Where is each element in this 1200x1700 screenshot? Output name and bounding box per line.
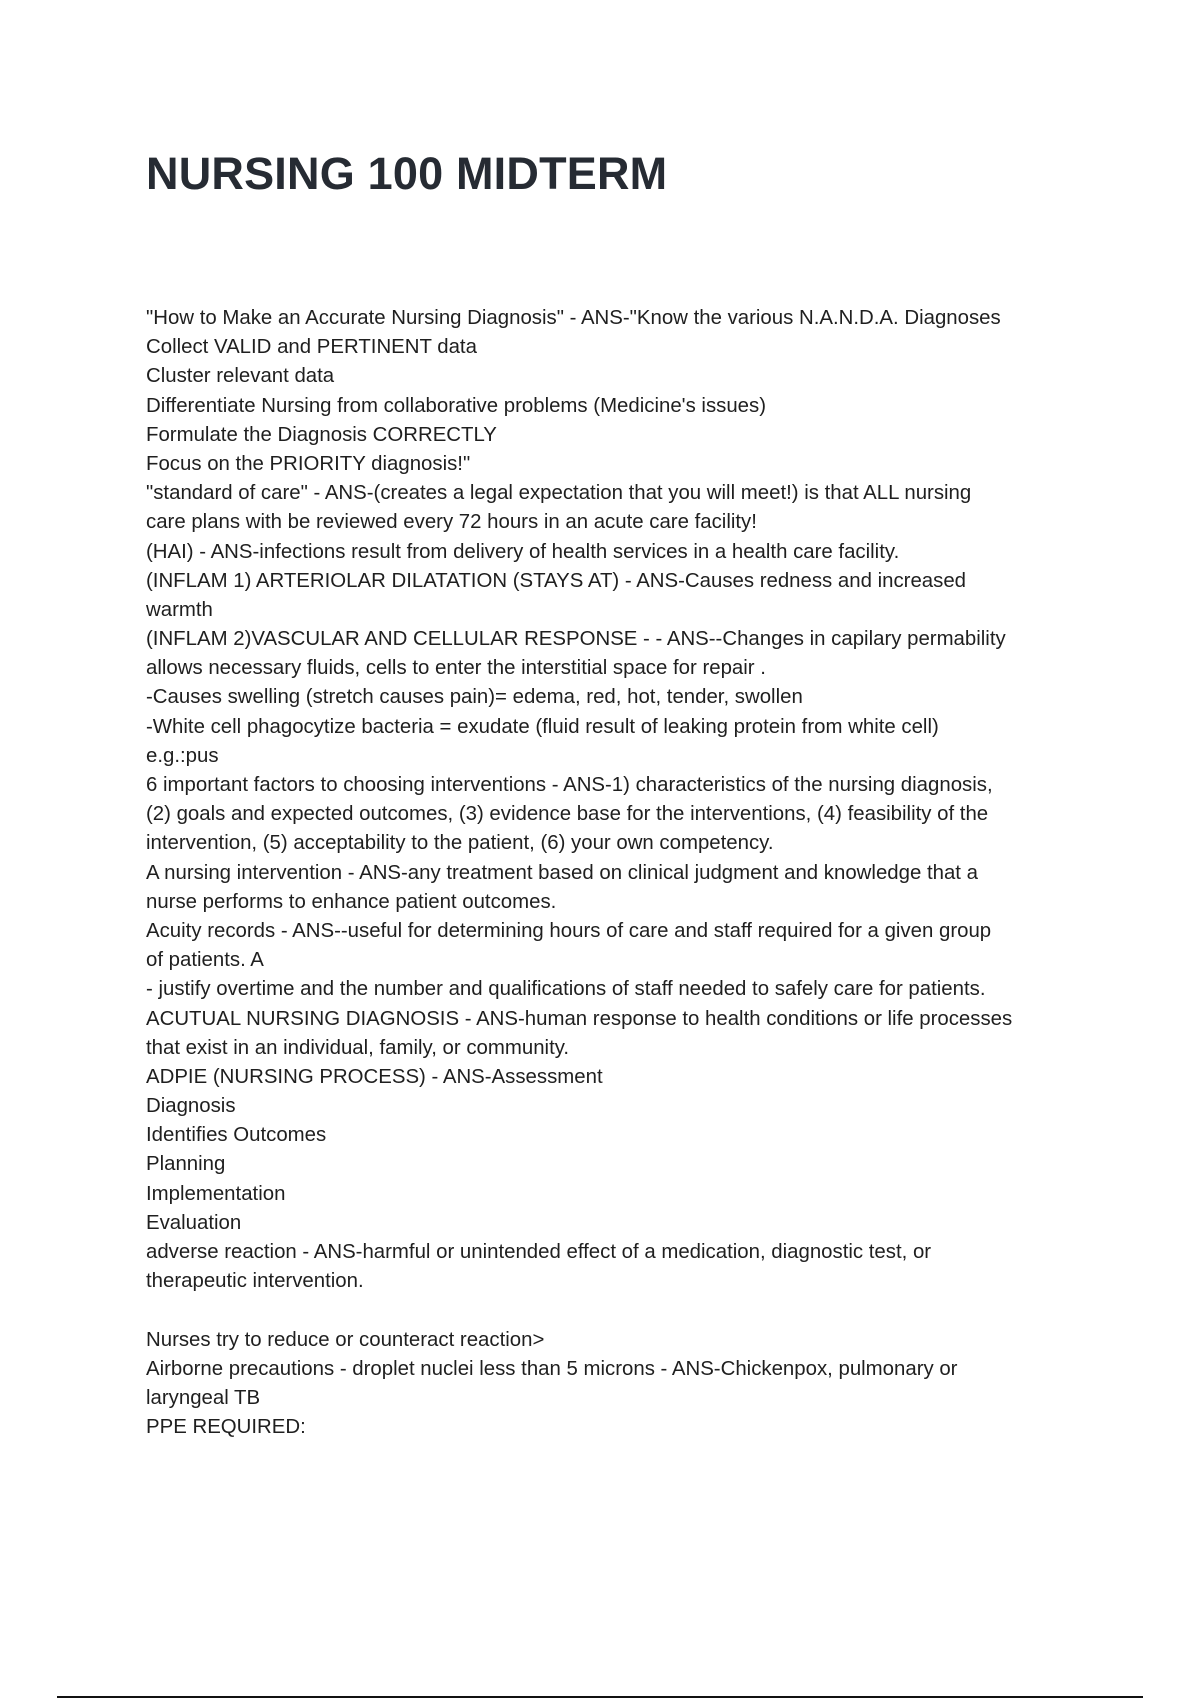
text-line: - justify overtime and the number and qualifications of staff needed to safely care for patients. — [146, 978, 986, 1001]
text-line: Collect VALID and PERTINENT data — [146, 336, 477, 359]
text-line: that exist in an individual, family, or community. — [146, 1036, 570, 1059]
text-line: allows necessary fluids, cells to enter the interstitial space for repair . — [146, 657, 766, 680]
text-line: therapeutic intervention. — [146, 1270, 364, 1293]
text-line — [146, 1296, 1106, 1325]
text-line: Cluster relevant data — [146, 365, 335, 388]
text-line: (HAI) - ANS-infections result from delivery of health services in a health care facility. — [146, 540, 900, 563]
text-line: Nurses try to reduce or counteract reaction> — [146, 1328, 545, 1351]
text-line: 6 important factors to choosing interventions - ANS-1) characteristics of the nursing diagnosis, — [146, 774, 993, 796]
text-line: A nursing intervention - ANS-any treatment based on clinical judgment and knowledge that a — [146, 861, 978, 884]
text-line: care plans with be reviewed every 72 hours in an acute care facility! — [146, 511, 757, 534]
text-line: warmth — [146, 598, 213, 621]
text-line: e.g.:pus — [146, 744, 219, 767]
text-line: adverse reaction - ANS-harmful or unintended effect of a medication, diagnostic test, or — [146, 1241, 932, 1263]
text-line: Identifies Outcomes — [146, 1124, 327, 1147]
page-title: NURSING 100 MIDTERM — [146, 148, 668, 199]
text-line: Planning — [146, 1153, 226, 1176]
document-body — [146, 304, 1106, 1442]
text-line: "standard of care" - ANS-(creates a legal expectation that you will meet!) is that ALL nursing — [146, 482, 972, 505]
text-line: of patients. A — [146, 949, 264, 972]
text-line: (INFLAM 1) ARTERIOLAR DILATATION (STAYS AT) - ANS-Causes redness and increased — [146, 569, 967, 592]
text-line: -White cell phagocytize bacteria = exudate (fluid result of leaking protein from white cell) — [146, 715, 939, 738]
text-line: Airborne precautions - droplet nuclei less than 5 microns - ANS-Chickenpox, pulmonary or — [146, 1357, 958, 1380]
text-line: Acuity records - ANS--useful for determining hours of care and staff required for a given group — [146, 919, 992, 942]
text-line: Diagnosis — [146, 1095, 236, 1118]
text-line: ADPIE (NURSING PROCESS) - ANS-Assessment — [146, 1065, 603, 1088]
text-line: Implementation — [146, 1182, 286, 1205]
text-line: (2) goals and expected outcomes, (3) evidence base for the interventions, (4) feasibility of the — [146, 803, 989, 826]
text-line: ACUTUAL NURSING DIAGNOSIS - ANS-human response to health conditions or life processes — [146, 1007, 1013, 1030]
text-line: intervention, (5) acceptability to the patient, (6) your own competency. — [146, 832, 774, 855]
text-line: -Causes swelling (stretch causes pain)= edema, red, hot, tender, swollen — [146, 686, 803, 709]
text-line: (INFLAM 2)VASCULAR AND CELLULAR RESPONSE - - ANS--Changes in capilary permability — [146, 628, 1006, 651]
text-line: "How to Make an Accurate Nursing Diagnosis" - ANS-"Know the various N.A.N.D.A. Diagnoses — [146, 307, 1001, 329]
text-line: PPE REQUIRED: — [146, 1416, 306, 1439]
text-line: Differentiate Nursing from collaborative problems (Medicine's issues) — [146, 394, 767, 417]
text-line: Formulate the Diagnosis CORRECTLY — [146, 423, 497, 446]
text-line: Evaluation — [146, 1211, 242, 1234]
text-line: Focus on the PRIORITY diagnosis!" — [146, 452, 471, 475]
text-line: nurse performs to enhance patient outcomes. — [146, 890, 557, 913]
footer-divider — [57, 1696, 1143, 1698]
text-line: laryngeal TB — [146, 1386, 261, 1409]
